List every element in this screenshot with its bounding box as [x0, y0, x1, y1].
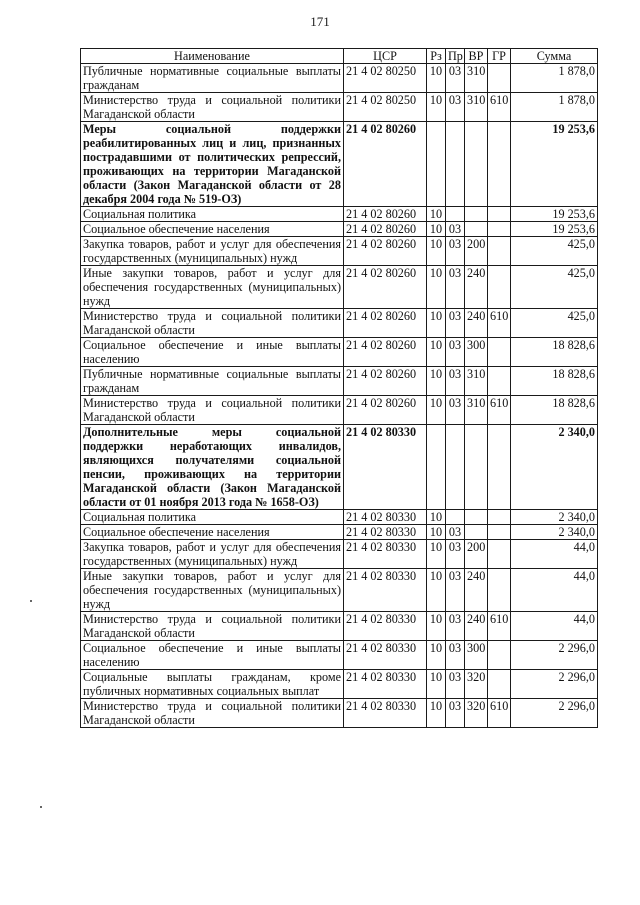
cell-amount: 425,0 — [511, 237, 598, 266]
header-vr: ВР — [465, 49, 488, 64]
cell-amount: 19 253,6 — [511, 122, 598, 207]
table-row — [81, 122, 598, 207]
header-gr: ГР — [488, 49, 511, 64]
table-row — [81, 425, 598, 510]
cell-name: Министерство труда и социальной политики Магаданской области — [81, 93, 344, 122]
cell-pr: 03 — [446, 338, 465, 367]
cell-pr: 03 — [446, 266, 465, 309]
cell-vr: 320 — [465, 699, 488, 728]
cell-csr: 21 4 02 80330 — [344, 540, 427, 569]
cell-pr: 03 — [446, 309, 465, 338]
cell-gr — [488, 641, 511, 670]
table-row — [81, 266, 598, 309]
cell-rz: 10 — [427, 222, 446, 237]
cell-csr: 21 4 02 80330 — [344, 670, 427, 699]
cell-csr: 21 4 02 80330 — [344, 525, 427, 540]
cell-name: Иные закупки товаров, работ и услуг для обеспечения государственных (муниципальных) нужд — [81, 569, 344, 612]
table-header-row — [81, 49, 598, 64]
header-rz: Рз — [427, 49, 446, 64]
cell-rz — [427, 425, 446, 510]
cell-vr — [465, 525, 488, 540]
cell-gr — [488, 510, 511, 525]
cell-vr: 320 — [465, 670, 488, 699]
cell-csr: 21 4 02 80330 — [344, 641, 427, 670]
cell-csr: 21 4 02 80330 — [344, 612, 427, 641]
cell-amount: 2 340,0 — [511, 425, 598, 510]
table-row — [81, 641, 598, 670]
cell-csr: 21 4 02 80330 — [344, 699, 427, 728]
cell-amount: 2 296,0 — [511, 670, 598, 699]
cell-amount: 2 340,0 — [511, 525, 598, 540]
cell-rz: 10 — [427, 309, 446, 338]
cell-amount: 44,0 — [511, 569, 598, 612]
cell-amount: 425,0 — [511, 309, 598, 338]
cell-gr — [488, 64, 511, 93]
cell-rz: 10 — [427, 510, 446, 525]
cell-pr — [446, 122, 465, 207]
cell-rz: 10 — [427, 699, 446, 728]
cell-amount: 19 253,6 — [511, 207, 598, 222]
cell-gr — [488, 367, 511, 396]
cell-pr: 03 — [446, 396, 465, 425]
cell-name: Меры социальной поддержки реабилитированных лиц и лиц, признанных пострадавшими от политических репрессий, проживающих на территории Магаданской области (Закон Магаданской области от 28 декабря 2004 года № 519-ОЗ) — [81, 122, 344, 207]
cell-amount: 1 878,0 — [511, 64, 598, 93]
table-row — [81, 569, 598, 612]
cell-vr — [465, 510, 488, 525]
cell-pr: 03 — [446, 569, 465, 612]
cell-name: Публичные нормативные социальные выплаты гражданам — [81, 367, 344, 396]
cell-name: Социальная политика — [81, 207, 344, 222]
cell-amount: 425,0 — [511, 266, 598, 309]
cell-name: Публичные нормативные социальные выплаты гражданам — [81, 64, 344, 93]
cell-name: Министерство труда и социальной политики Магаданской области — [81, 396, 344, 425]
cell-name: Социальная политика — [81, 510, 344, 525]
cell-gr: 610 — [488, 699, 511, 728]
cell-csr: 21 4 02 80260 — [344, 222, 427, 237]
cell-rz: 10 — [427, 93, 446, 122]
cell-csr: 21 4 02 80260 — [344, 367, 427, 396]
table-row — [81, 699, 598, 728]
table-row — [81, 396, 598, 425]
table-row — [81, 338, 598, 367]
table-row — [81, 367, 598, 396]
cell-name: Министерство труда и социальной политики Магаданской области — [81, 309, 344, 338]
cell-rz: 10 — [427, 540, 446, 569]
cell-name: Министерство труда и социальной политики Магаданской области — [81, 699, 344, 728]
table-row — [81, 64, 598, 93]
cell-pr: 03 — [446, 93, 465, 122]
cell-gr — [488, 670, 511, 699]
cell-vr: 310 — [465, 396, 488, 425]
cell-name: Социальное обеспечение населения — [81, 525, 344, 540]
cell-pr: 03 — [446, 670, 465, 699]
table-row — [81, 525, 598, 540]
cell-gr — [488, 222, 511, 237]
cell-gr: 610 — [488, 612, 511, 641]
cell-amount: 44,0 — [511, 540, 598, 569]
cell-pr — [446, 425, 465, 510]
cell-gr — [488, 266, 511, 309]
cell-rz: 10 — [427, 64, 446, 93]
cell-gr — [488, 237, 511, 266]
cell-pr: 03 — [446, 540, 465, 569]
cell-vr — [465, 425, 488, 510]
cell-pr — [446, 510, 465, 525]
cell-csr: 21 4 02 80260 — [344, 338, 427, 367]
cell-vr: 200 — [465, 237, 488, 266]
table-row — [81, 309, 598, 338]
cell-rz: 10 — [427, 338, 446, 367]
cell-rz: 10 — [427, 207, 446, 222]
cell-name: Дополнительные меры социальной поддержки неработающих инвалидов, являющихся получателями социальной пенсии, проживающих на территории Магаданской области (Закон Магаданской области от 01 ноября 2013 года № 1658-ОЗ) — [81, 425, 344, 510]
cell-name: Иные закупки товаров, работ и услуг для обеспечения государственных (муниципальных) нужд — [81, 266, 344, 309]
cell-name: Закупка товаров, работ и услуг для обеспечения государственных (муниципальных) нужд — [81, 237, 344, 266]
cell-vr: 240 — [465, 612, 488, 641]
cell-pr: 03 — [446, 222, 465, 237]
cell-rz: 10 — [427, 367, 446, 396]
cell-csr: 21 4 02 80260 — [344, 309, 427, 338]
cell-vr: 240 — [465, 569, 488, 612]
cell-csr: 21 4 02 80260 — [344, 266, 427, 309]
cell-pr — [446, 207, 465, 222]
cell-name: Социальные выплаты гражданам, кроме публичных нормативных социальных выплат — [81, 670, 344, 699]
cell-gr: 610 — [488, 309, 511, 338]
table-row — [81, 540, 598, 569]
cell-gr — [488, 425, 511, 510]
cell-csr: 21 4 02 80330 — [344, 510, 427, 525]
cell-csr: 21 4 02 80260 — [344, 122, 427, 207]
cell-rz: 10 — [427, 266, 446, 309]
cell-vr — [465, 207, 488, 222]
cell-vr: 310 — [465, 64, 488, 93]
cell-name: Социальное обеспечение и иные выплаты населению — [81, 641, 344, 670]
cell-amount: 2 296,0 — [511, 699, 598, 728]
table-row — [81, 670, 598, 699]
cell-pr: 03 — [446, 64, 465, 93]
cell-amount: 18 828,6 — [511, 396, 598, 425]
cell-gr — [488, 569, 511, 612]
header-amount: Сумма — [511, 49, 598, 64]
cell-name: Социальное обеспечение и иные выплаты населению — [81, 338, 344, 367]
cell-amount: 44,0 — [511, 612, 598, 641]
cell-csr: 21 4 02 80250 — [344, 64, 427, 93]
cell-amount: 18 828,6 — [511, 367, 598, 396]
cell-gr: 610 — [488, 396, 511, 425]
cell-amount: 18 828,6 — [511, 338, 598, 367]
table-row — [81, 222, 598, 237]
cell-csr: 21 4 02 80260 — [344, 396, 427, 425]
table-body — [81, 64, 598, 728]
cell-pr: 03 — [446, 641, 465, 670]
cell-name: Закупка товаров, работ и услуг для обеспечения государственных (муниципальных) нужд — [81, 540, 344, 569]
cell-rz: 10 — [427, 237, 446, 266]
cell-vr: 240 — [465, 266, 488, 309]
table-row — [81, 237, 598, 266]
table-row — [81, 93, 598, 122]
page-number: 171 — [310, 14, 330, 29]
cell-rz: 10 — [427, 612, 446, 641]
table-row — [81, 612, 598, 641]
cell-gr — [488, 338, 511, 367]
cell-pr: 03 — [446, 699, 465, 728]
cell-name: Социальное обеспечение населения — [81, 222, 344, 237]
cell-rz: 10 — [427, 396, 446, 425]
cell-pr: 03 — [446, 237, 465, 266]
cell-csr: 21 4 02 80260 — [344, 237, 427, 266]
cell-gr — [488, 525, 511, 540]
cell-gr — [488, 122, 511, 207]
cell-pr: 03 — [446, 525, 465, 540]
cell-rz: 10 — [427, 569, 446, 612]
cell-rz: 10 — [427, 670, 446, 699]
cell-vr — [465, 122, 488, 207]
header-csr: ЦСР — [344, 49, 427, 64]
cell-amount: 1 878,0 — [511, 93, 598, 122]
cell-rz: 10 — [427, 525, 446, 540]
header-name: Наименование — [81, 49, 344, 64]
cell-vr: 240 — [465, 309, 488, 338]
cell-amount: 19 253,6 — [511, 222, 598, 237]
cell-vr: 300 — [465, 338, 488, 367]
cell-csr: 21 4 02 80330 — [344, 425, 427, 510]
cell-csr: 21 4 02 80260 — [344, 207, 427, 222]
cell-gr: 610 — [488, 93, 511, 122]
cell-name: Министерство труда и социальной политики Магаданской области — [81, 612, 344, 641]
cell-rz — [427, 122, 446, 207]
cell-gr — [488, 540, 511, 569]
scan-speck — [30, 600, 32, 602]
header-pr: Пр — [446, 49, 465, 64]
cell-csr: 21 4 02 80250 — [344, 93, 427, 122]
cell-vr: 200 — [465, 540, 488, 569]
cell-pr: 03 — [446, 367, 465, 396]
cell-csr: 21 4 02 80330 — [344, 569, 427, 612]
scan-speck — [40, 806, 42, 808]
cell-pr: 03 — [446, 612, 465, 641]
cell-rz: 10 — [427, 641, 446, 670]
cell-vr: 310 — [465, 367, 488, 396]
table-row — [81, 207, 598, 222]
cell-vr: 300 — [465, 641, 488, 670]
budget-table — [80, 48, 598, 728]
cell-amount: 2 296,0 — [511, 641, 598, 670]
cell-vr — [465, 222, 488, 237]
cell-vr: 310 — [465, 93, 488, 122]
cell-amount: 2 340,0 — [511, 510, 598, 525]
table-row — [81, 510, 598, 525]
cell-gr — [488, 207, 511, 222]
